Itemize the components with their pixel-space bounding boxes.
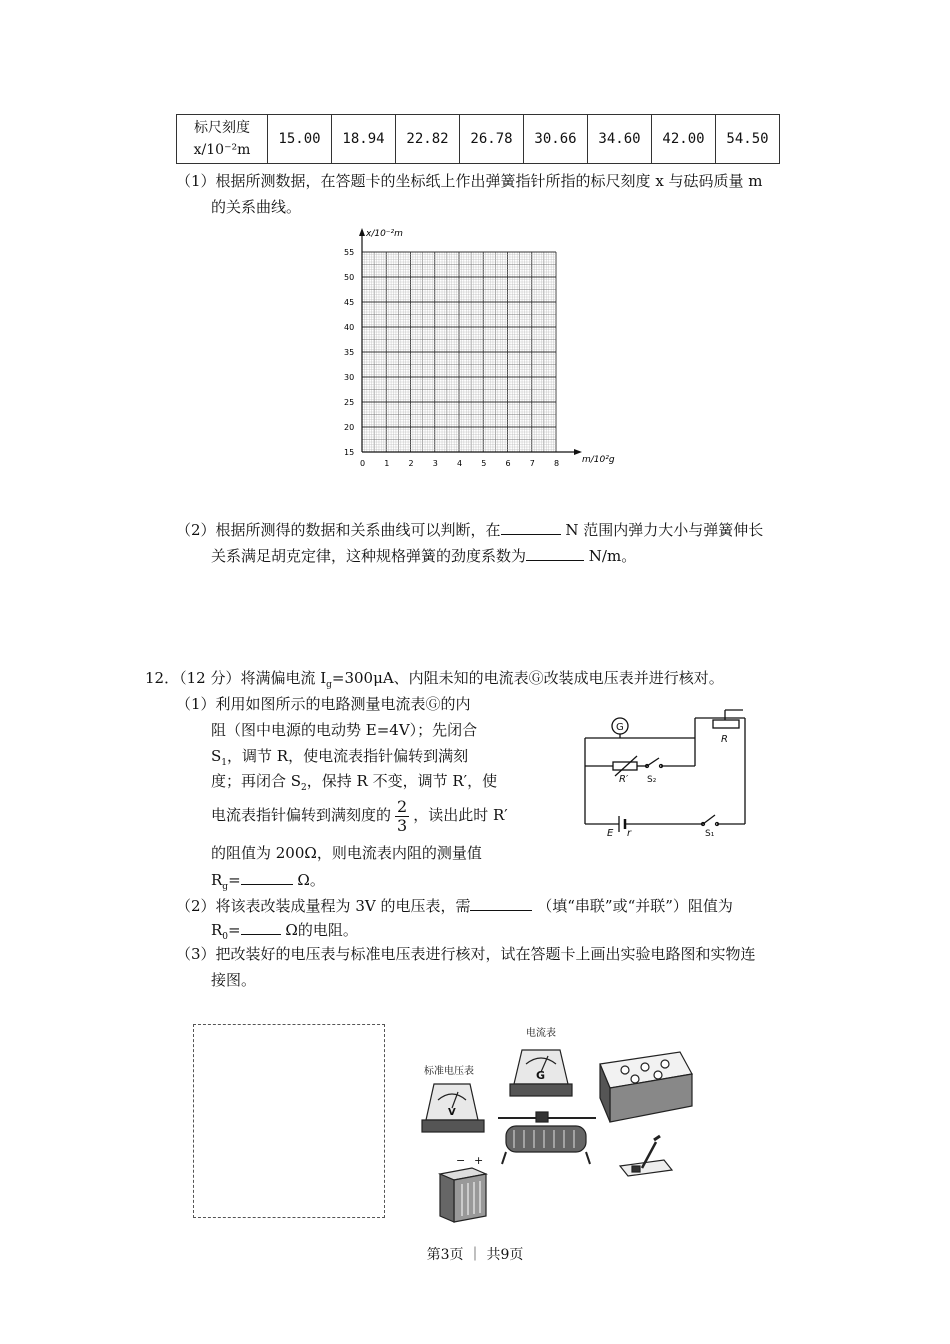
- y-tick-label: 35: [344, 348, 355, 357]
- resistance-box-label: R′: [619, 774, 629, 785]
- table-cell: 54.50: [716, 115, 780, 164]
- answer-blank-resistance-value[interactable]: [241, 916, 281, 935]
- text-a: （2）将该表改装成量程为 3V 的电压表，需: [176, 897, 471, 915]
- resistance-box-icon: [600, 1052, 692, 1122]
- table-cell: 42.00: [652, 115, 716, 164]
- battery-minus-label: −: [456, 1154, 466, 1167]
- q11-part2-text-d: N/m。: [588, 547, 637, 565]
- internal-resistance-label: r: [627, 828, 632, 839]
- y-axis-arrow-icon: [359, 228, 365, 236]
- voltmeter-label: 标准电压表: [424, 1066, 474, 1077]
- x-tick-label: 4: [457, 459, 463, 468]
- answer-blank-force-range[interactable]: [501, 516, 561, 535]
- y-tick-label: 30: [344, 373, 355, 382]
- ammeter-label: 电流表: [526, 1028, 556, 1039]
- x-tick-label: 8: [554, 459, 560, 468]
- q12-intro-a: 12．（12 分）将满偏电流 I: [145, 669, 327, 687]
- text-sub: g: [222, 882, 229, 892]
- q11-part1-line1: （1）根据所测数据，在答题卡的坐标纸上作出弹簧指针所指的标尺刻度 x 与砝码质量 m: [176, 172, 763, 190]
- rheostat-icon: [713, 720, 739, 728]
- scale-reading-table: [176, 114, 780, 164]
- x-tick-label: 3: [432, 459, 438, 468]
- q11-part1-line2: 的关系曲线。: [211, 198, 302, 216]
- fraction-numerator: 2: [397, 796, 408, 816]
- table-cell: 22.82: [396, 115, 460, 164]
- table-header-cell: [177, 115, 268, 164]
- y-tick-label: 45: [344, 298, 355, 307]
- answer-blank-internal-resistance[interactable]: [241, 866, 293, 885]
- page-footer: 第3页 ｜ 共9页: [426, 1247, 524, 1263]
- q12-part3-line2: 接图。: [211, 971, 257, 989]
- text-a: 度；再闭合 S: [211, 772, 302, 790]
- q12-part3-line1: （3）把改装好的电压表与标准电压表进行核对，试在答题卡上画出实验电路图和实物连: [176, 945, 756, 963]
- q12-part1-line2: 阻（图中电源的电动势 E=4V）；先闭合: [211, 721, 478, 739]
- text-eq: =: [228, 871, 241, 889]
- text-r: R: [211, 871, 223, 889]
- q11-part2-text-c: 关系满足胡克定律，这种规格弹簧的劲度系数为: [211, 547, 527, 565]
- table-cell: 30.66: [524, 115, 588, 164]
- text-rest: ，调节 R，使电流表指针偏转到满刻: [227, 747, 469, 765]
- fraction-two-thirds: [395, 798, 409, 835]
- variable-arrow-icon: [615, 756, 637, 776]
- text-sub: 1: [221, 758, 228, 768]
- text-s: S: [211, 747, 222, 765]
- circuit-drawing-answer-box[interactable]: [193, 1024, 385, 1218]
- sliding-rheostat-icon: [498, 1112, 596, 1164]
- switch1-lever-icon: [703, 815, 715, 824]
- x-axis-arrow-icon: [574, 449, 582, 455]
- voltmeter-symbol: V: [448, 1107, 456, 1118]
- voltmeter-icon: [422, 1084, 484, 1132]
- q12-part2-line1: [176, 892, 733, 919]
- table-cell: 34.60: [588, 115, 652, 164]
- y-tick-label: 15: [344, 448, 355, 457]
- q12-part1-line6: 的阻值为 200Ω，则电流表内阻的测量值: [211, 844, 482, 862]
- header-line1: 标尺刻度: [194, 120, 250, 136]
- q11-part2-line1: [176, 516, 763, 543]
- text-r: R: [211, 921, 223, 939]
- q11-part2-text-b: N 范围内弹力大小与弹簧伸长: [565, 521, 764, 539]
- y-tick-label: 40: [344, 323, 355, 332]
- text-b: ，读出此时 R′: [413, 806, 508, 824]
- x-tick-label: 7: [529, 459, 535, 468]
- galvanometer-label: G: [616, 722, 624, 733]
- battery-plus-label: +: [474, 1154, 484, 1167]
- table-cell: 18.94: [332, 115, 396, 164]
- table-row: [177, 115, 780, 164]
- circuit-diagram: [575, 708, 775, 840]
- y-tick-label: 55: [344, 248, 355, 257]
- x-axis-label: m/10²g: [582, 455, 615, 465]
- table-cell: 15.00: [268, 115, 332, 164]
- table-cell: 26.78: [460, 115, 524, 164]
- text-sub: 2: [301, 783, 307, 793]
- q12-part1-line5: [211, 796, 508, 835]
- q11-part2-text-a: （2）根据所测得的数据和关系曲线可以判断，在: [176, 521, 501, 539]
- x-tick-label: 0: [360, 459, 366, 468]
- text-sub: 0: [222, 932, 229, 942]
- text-a: 电流表指针偏转到满刻度的: [211, 806, 392, 824]
- rheostat-label: R: [721, 734, 728, 745]
- apparatus-illustration: [410, 1024, 700, 1224]
- answer-blank-spring-constant[interactable]: [526, 542, 584, 561]
- fraction-denominator: 3: [397, 815, 408, 835]
- y-tick-label: 50: [344, 273, 355, 282]
- switch1-label: S₁: [705, 829, 715, 839]
- answer-blank-connection-type[interactable]: [470, 892, 532, 911]
- text-b: （填“串联”或“并联”）阻值为: [537, 897, 733, 915]
- y-tick-label: 20: [344, 423, 355, 432]
- ammeter-symbol: G: [536, 1069, 546, 1082]
- q11-part2-line2: [211, 542, 636, 569]
- ammeter-icon: [510, 1050, 572, 1096]
- q12-intro-b: =300μA、内阻未知的电流表Ⓖ改装成电压表并进行核对。: [331, 669, 724, 687]
- x-tick-label: 5: [481, 459, 487, 468]
- q12-part1-line1: （1）利用如图所示的电路测量电流表Ⓖ的内: [176, 695, 471, 713]
- text-b: ，保持 R 不变，调节 R′，使: [306, 772, 498, 790]
- emf-label: E: [607, 828, 614, 839]
- resistance-box-icon: [613, 762, 637, 770]
- y-axis-label: x/10⁻²m: [366, 229, 403, 239]
- y-tick-label: 25: [344, 398, 355, 407]
- q12-intro-sub: g: [326, 680, 332, 690]
- x-tick-label: 2: [408, 459, 414, 468]
- switch2-label: S₂: [647, 775, 657, 785]
- x-tick-label: 1: [384, 459, 390, 468]
- knife-switch-icon: [620, 1136, 672, 1176]
- graph-paper-chart: [330, 222, 660, 482]
- header-line2: x/10⁻²m: [193, 142, 251, 158]
- text-unit: Ω。: [297, 871, 325, 889]
- x-tick-label: 6: [505, 459, 511, 468]
- battery-icon: [440, 1168, 486, 1222]
- text-unit: Ω的电阻。: [285, 921, 358, 939]
- grid-layer: [362, 252, 556, 452]
- switch2-lever-icon: [647, 758, 659, 766]
- text-eq: =: [228, 921, 241, 939]
